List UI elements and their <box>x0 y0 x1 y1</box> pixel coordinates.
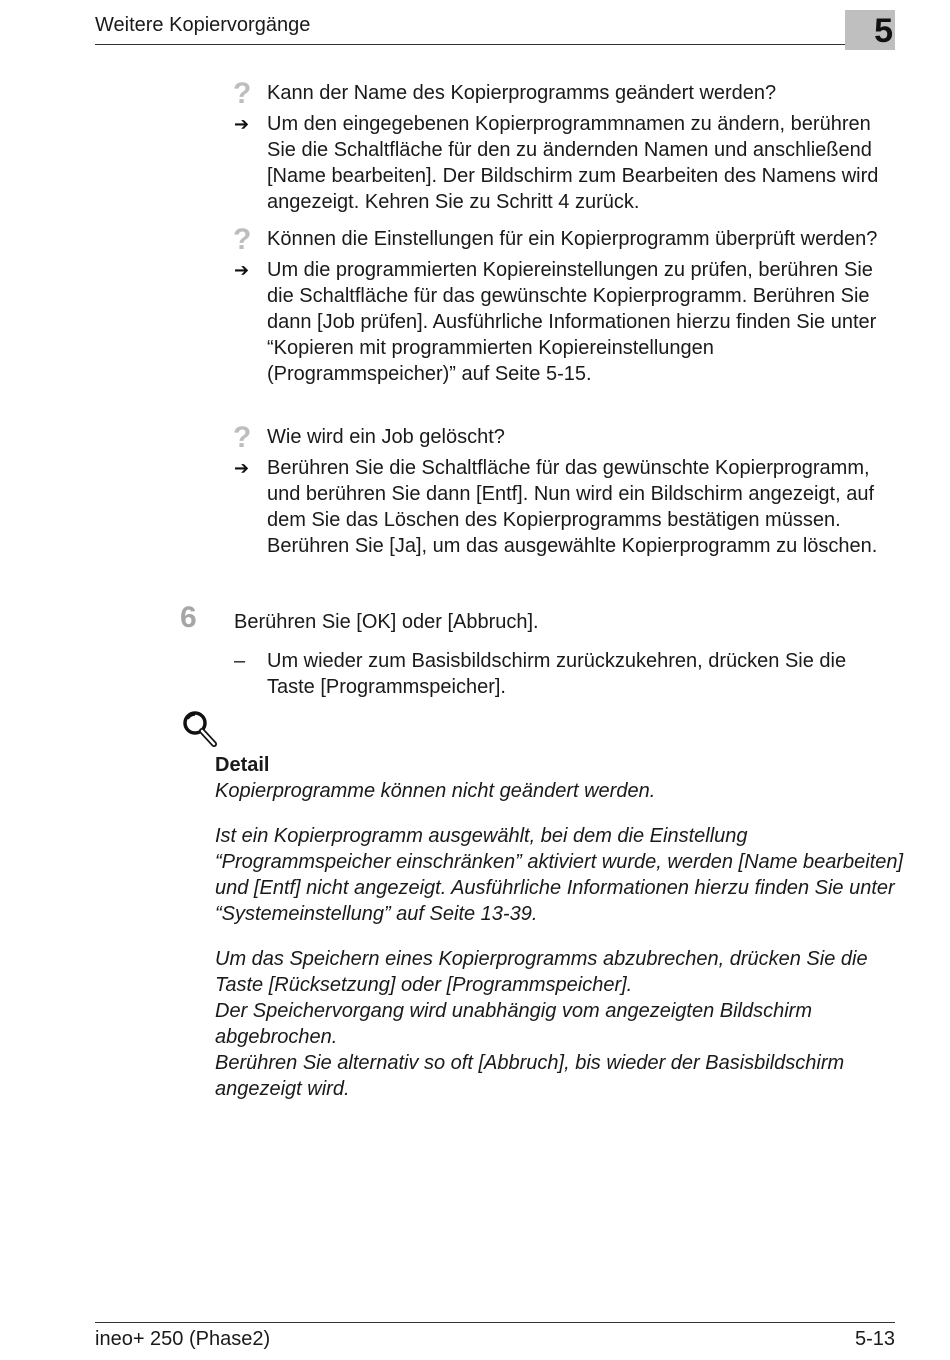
question-row <box>233 77 893 110</box>
footer-product: ineo+ 250 (Phase2) <box>95 1328 271 1350</box>
detail-paragraph: Ist ein Kopierprogramm ausgewählt, bei dem die Einstellung “Programmspeicher einschränken” aktiviert wurde, werden [Name bearbeiten] und [Entf] nicht angezeigt. Ausführliche Informationen hierzu finden Sie unter “Systemeinstellung” auf Seite 13-39. <box>215 825 904 925</box>
detail-paragraph: Berühren Sie alternativ so oft [Abbruch], bis wieder der Basisbildschirm angezeigt wird. <box>215 1052 845 1100</box>
chapter-number: 5 <box>874 12 893 50</box>
question-row <box>233 421 893 454</box>
qa-item <box>233 77 893 215</box>
question-mark-icon: ? <box>233 421 252 454</box>
detail-heading: Detail <box>215 754 270 776</box>
arrow-right-icon: ➔ <box>234 458 250 478</box>
detail-body <box>215 778 905 1121</box>
arrow-right-icon: ➔ <box>234 260 250 280</box>
answer-text: Um die programmierten Kopiereinstellungen zu prüfen, berühren Sie die Schaltfläche für das gewünschte Kopierprogramm. Berühren Sie dann [Job prüfen]. Ausführliche Informationen hierzu finden Sie unter “Kopieren mit programmierten Kopiereinstellungen (Programmspeicher)” auf Seite 5-15. <box>267 259 877 385</box>
question-text: Wie wird ein Job gelöscht? <box>267 426 505 448</box>
chapter-tab <box>845 10 895 50</box>
magnifier-icon <box>182 710 218 748</box>
question-row <box>233 223 893 256</box>
step-number: 6 <box>180 601 197 634</box>
page-footer <box>95 1322 895 1352</box>
detail-paragraph: Kopierprogramme können nicht geändert werden. <box>215 780 656 802</box>
step-text: Berühren Sie [OK] oder [Abbruch]. <box>234 611 539 633</box>
answer-text: Berühren Sie die Schaltfläche für das gewünschte Kopierprogramm, und berühren Sie dann [Entf]. Nun wird ein Bildschirm angezeigt, auf dem Sie das Löschen des Kopierprogramms bestätigen müssen. Berühren Sie [Ja], um das ausgewählte Kopierprogramm zu löschen. <box>267 457 878 557</box>
question-text: Können die Einstellungen für ein Kopierprogramm überprüft werden? <box>267 228 878 250</box>
detail-paragraph: Der Speichervorgang wird unabhängig vom angezeigten Bildschirm abgebrochen. <box>215 1000 813 1048</box>
question-text: Kann der Name des Kopierprogramms geändert werden? <box>267 82 777 104</box>
answer-row <box>233 257 893 387</box>
page-header <box>95 0 895 50</box>
question-mark-icon: ? <box>233 77 252 110</box>
arrow-right-icon: ➔ <box>234 114 250 134</box>
answer-row <box>233 111 893 215</box>
header-title: Weitere Kopiervorgänge <box>95 14 311 36</box>
question-mark-icon: ? <box>233 223 252 256</box>
answer-row <box>233 455 893 559</box>
qa-item <box>233 223 893 387</box>
sub-step-marker: – <box>234 650 246 672</box>
footer-page-number: 5-13 <box>854 1328 895 1350</box>
sub-step-text: Um wieder zum Basisbildschirm zurückzukehren, drücken Sie die Taste [Programmspeicher]. <box>267 650 847 698</box>
detail-paragraph: Um das Speichern eines Kopierprogramms abzubrechen, drücken Sie die Taste [Rücksetzung] oder [Programmspeicher]. <box>215 948 868 996</box>
qa-item <box>233 421 893 559</box>
answer-text: Um den eingegebenen Kopierprogrammnamen zu ändern, berühren Sie die Schaltfläche für den zu ändernden Namen und anschließend [Name bearbeiten]. Der Bildschirm zum Bearbeiten des Namens wird angezeigt. Kehren Sie zu Schritt 4 zurück. <box>267 113 879 213</box>
